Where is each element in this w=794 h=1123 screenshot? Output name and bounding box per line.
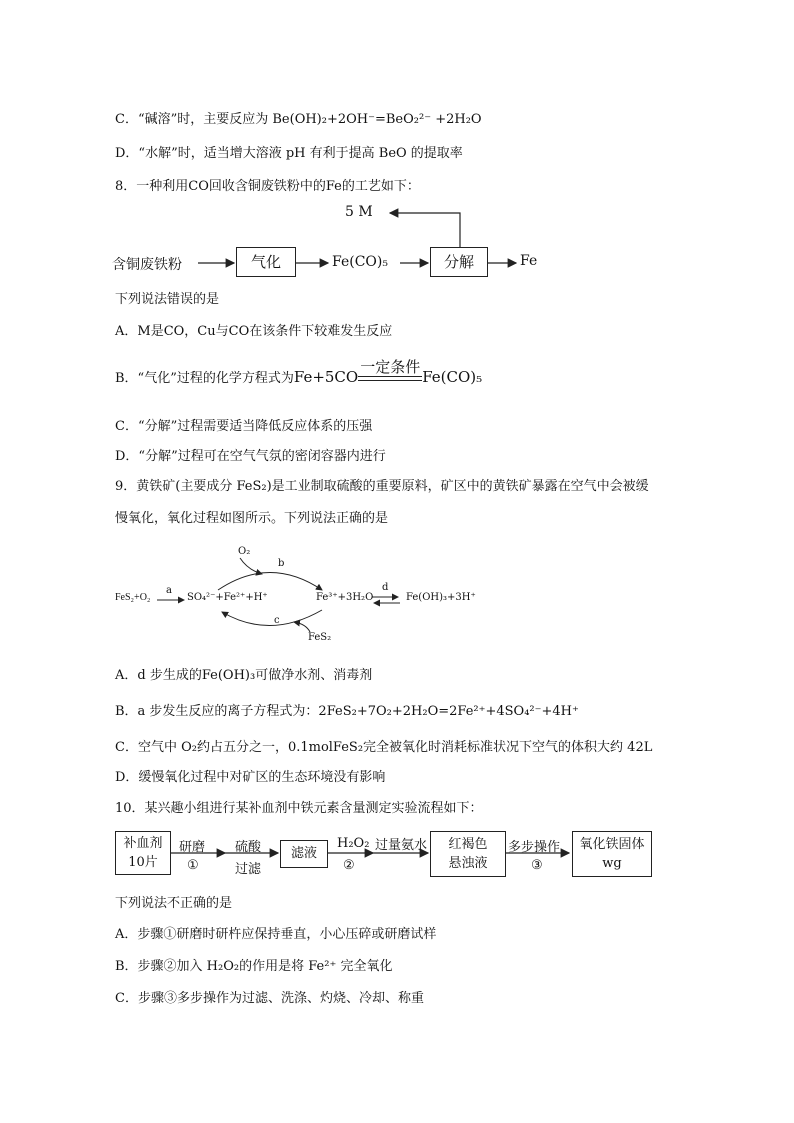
option-9c: C．空气中 O₂约占五分之一，0.1molFeS₂完全被氧化时消耗标准状况下空气的体积大约 42L (115, 740, 653, 755)
suspension-box-line-1: 红褐色 (448, 837, 488, 852)
flow-diagram-10 (115, 826, 715, 886)
sulfate-species: SO₄²⁻+Fe²⁺+H⁺ (187, 592, 268, 603)
option-8b-prefix: B．“气化”过程的化学方程式为 (115, 371, 294, 386)
sample-box-line-1: 补血剂 (123, 836, 163, 851)
option-7c: C．“碱溶”时，主要反应为 Be(OH)₂+2OH⁻=BeO₂²⁻ +2H₂O (115, 112, 482, 127)
step1-top-label: 研磨 (179, 840, 206, 855)
iron-oxide-box-line-2: wg (602, 856, 622, 871)
suspension-box (430, 831, 506, 877)
recycle-m-label: 5 M (345, 204, 373, 220)
sample-box-line-2: 10片 (128, 855, 158, 870)
step3-bottom-label: ② (343, 858, 355, 873)
option-10c: C．步骤③多步操作为过滤、洗涤、灼烧、冷却、称重 (115, 991, 424, 1006)
fes2-input-label: FeS₂ (308, 632, 332, 643)
step5-top-label: 多步操作 (508, 840, 561, 855)
option-8d: D．“分解”过程可在空气气氛的密闭容器内进行 (115, 449, 386, 464)
question-8-ask: 下列说法错误的是 (115, 292, 220, 307)
oxidation-cycle-diagram (110, 540, 480, 650)
step-a-label: a (166, 585, 172, 596)
gasify-box: 气化 (236, 247, 296, 277)
product-fe-label: Fe (520, 253, 538, 269)
iron-oxide-box (572, 831, 652, 877)
filtrate-box: 滤液 (280, 840, 328, 868)
equation-condition (358, 357, 422, 384)
start-material-label: 含铜废铁粉 (112, 257, 182, 273)
question-8-stem: 8．一种利用CO回收含铜废铁粉中的Fe的工艺如下： (115, 179, 420, 194)
option-8b (115, 357, 483, 388)
step3-top-label: H₂O₂ (337, 836, 370, 851)
iron-oxide-box-line-1: 氧化铁固体 (579, 837, 645, 852)
flow-diagram-8 (110, 200, 560, 285)
step-c-label: c (274, 615, 280, 626)
equation-bar-top (358, 376, 422, 377)
option-10b: B．步骤②加入 H₂O₂的作用是将 Fe²⁺ 完全氧化 (115, 959, 393, 974)
suspension-box-line-2: 悬浊液 (448, 856, 488, 871)
step5-bottom-label: ③ (531, 858, 543, 873)
option-9b: B．a 步发生反应的离子方程式为：2FeS₂+7O₂+2H₂O=2Fe²⁺+4SO₄²⁻+4H⁺ (115, 704, 579, 719)
step2-bottom-label: 过滤 (235, 862, 262, 877)
equation-condition-label: 一定条件 (360, 357, 421, 376)
intermediate-label: Fe(CO)₅ (332, 254, 388, 270)
option-9a: A．d 步生成的Fe(OH)₃可做净水剂、消毒剂 (115, 668, 373, 683)
equation-bar-bottom (358, 380, 422, 381)
equation-left: Fe+5CO (293, 368, 359, 386)
question-9-stem-1: 9．黄铁矿(主要成分 FeS₂)是工业制取硫酸的重要原料，矿区中的黄铁矿暴露在空气中会被缓 (115, 479, 649, 494)
option-9d: D．缓慢氧化过程中对矿区的生态环境没有影响 (115, 770, 386, 785)
ferric-species: Fe³⁺+3H₂O (316, 592, 374, 603)
step-b-label: b (278, 558, 285, 569)
step-d-label: d (382, 582, 389, 593)
question-10-stem: 10．某兴趣小组进行某补血剂中铁元素含量测定实验流程如下： (115, 801, 483, 816)
option-8a: A．M是CO，Cu与CO在该条件下较难发生反应 (115, 324, 393, 339)
option-7d: D．“水解”时，适当增大溶液 pH 有利于提高 BeO 的提取率 (115, 146, 463, 161)
question-9-stem-2: 慢氧化，氧化过程如图所示。下列说法正确的是 (115, 511, 389, 526)
question-10-ask: 下列说法不正确的是 (115, 896, 233, 911)
option-10a: A．步骤①研磨时研杵应保持垂直，小心压碎或研磨试样 (115, 927, 437, 942)
equation-right: Fe(CO)₅ (422, 368, 483, 386)
reactant-fes2-o2: FeS₂+O₂ (115, 592, 151, 603)
decompose-box: 分解 (430, 247, 488, 277)
o2-input-label: O₂ (238, 546, 251, 557)
hydroxide-product: Fe(OH)₃+3H⁺ (406, 592, 476, 603)
step2-top-label: 硫酸 (235, 840, 262, 855)
step1-bottom-label: ① (187, 858, 199, 873)
option-8c: C．“分解”过程需要适当降低反应体系的压强 (115, 419, 373, 434)
sample-box (115, 831, 171, 875)
step4-top-label: 过量氨水 (375, 838, 428, 853)
